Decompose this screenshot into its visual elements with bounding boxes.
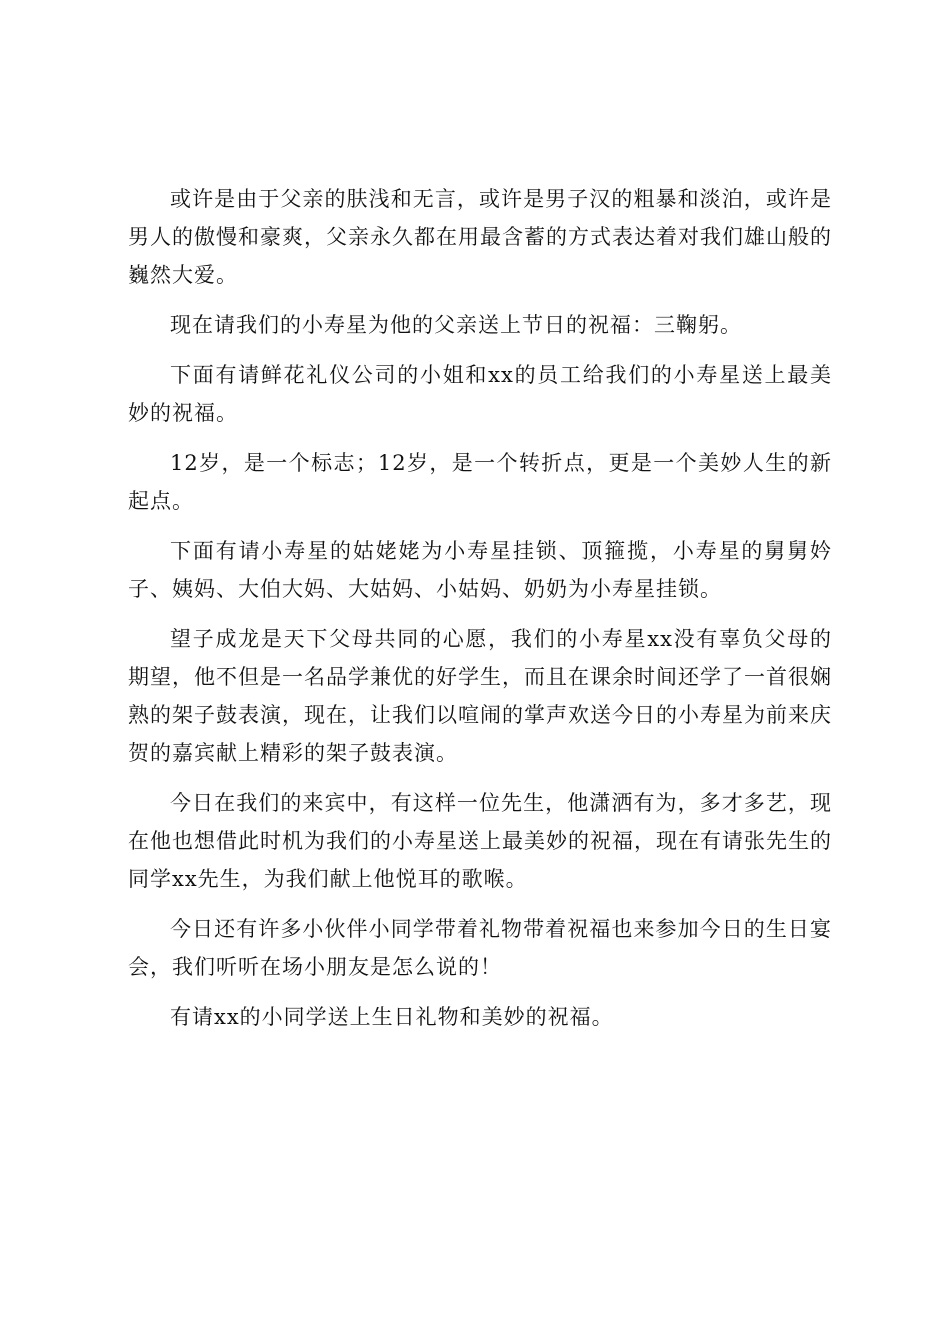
paragraph-1: 或许是由于父亲的肤浅和无言，或许是男子汉的粗暴和淡泊，或许是男人的傲慢和豪爽，父亲永久都在用最含蓄的方式表达着对我们雄山般的巍然大爱。	[128, 187, 832, 287]
paragraph-7: 今日在我们的来宾中，有这样一位先生，他潇洒有为，多才多艺，现在他也想借此时机为我们的小寿星送上最美妙的祝福，现在有请张先生的同学xx先生，为我们献上他悦耳的歌喉。	[128, 791, 832, 891]
document-body	[128, 180, 832, 1048]
paragraph-6: 望子成龙是天下父母共同的心愿，我们的小寿星xx没有辜负父母的期望，他不但是一名品学兼优的好学生，而且在课余时间还学了一首很娴熟的架子鼓表演，现在，让我们以喧闹的掌声欢送今日的小寿星为前来庆贺的嘉宾献上精彩的架子鼓表演。	[128, 627, 832, 765]
paragraph-8: 今日还有许多小伙伴小同学带着礼物带着祝福也来参加今日的生日宴会，我们听听在场小朋友是怎么说的！	[128, 917, 832, 979]
paragraph-9: 有请xx的小同学送上生日礼物和美妙的祝福。	[170, 1005, 614, 1029]
paragraph-5: 下面有请小寿星的姑姥姥为小寿星挂锁、顶箍揽，小寿星的舅舅妗子、姨妈、大伯大妈、大姑妈、小姑妈、奶奶为小寿星挂锁。	[128, 539, 832, 601]
paragraph-2: 现在请我们的小寿星为他的父亲送上节日的祝福：三鞠躬。	[170, 313, 742, 337]
paragraph-4: 12岁，是一个标志；12岁，是一个转折点，更是一个美妙人生的新起点。	[128, 451, 832, 513]
paragraph-3: 下面有请鲜花礼仪公司的小姐和xx的员工给我们的小寿星送上最美妙的祝福。	[128, 363, 832, 425]
